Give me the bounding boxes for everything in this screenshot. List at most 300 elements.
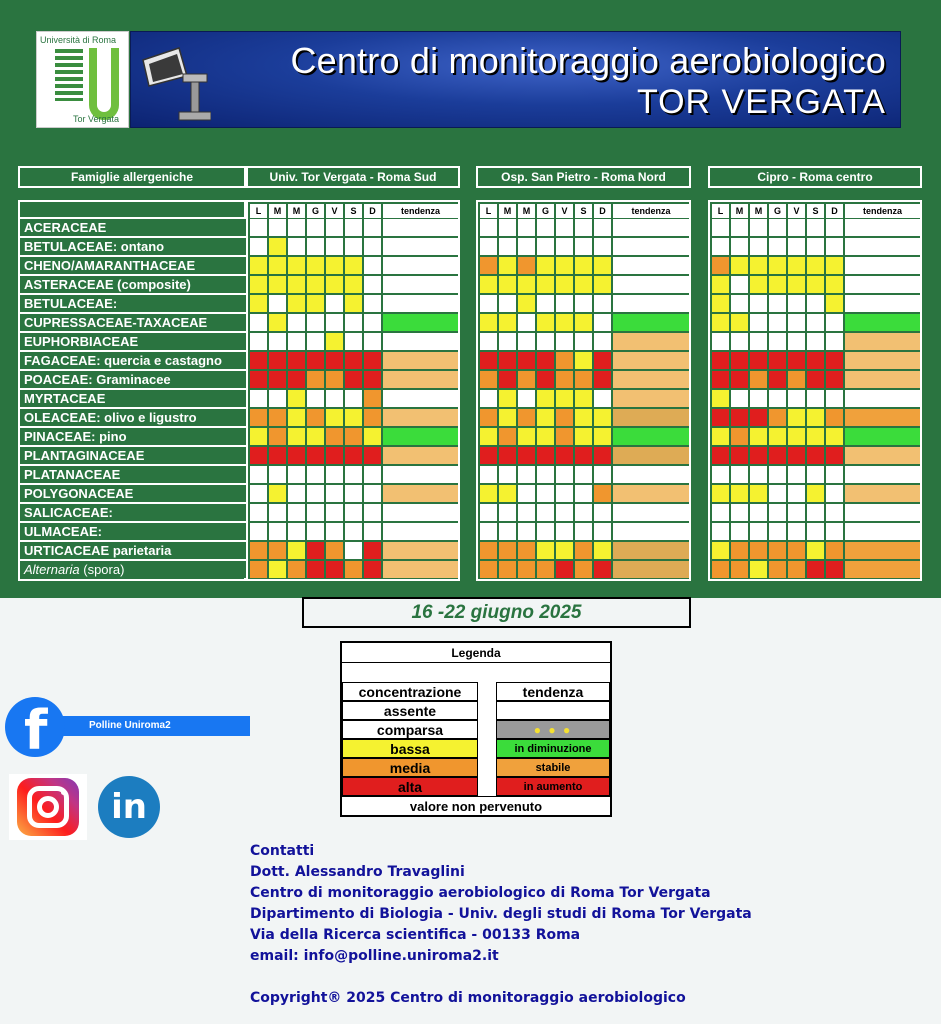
concentration-cell [826,409,843,426]
concentration-cell [326,504,343,521]
concentration-cell [594,257,611,274]
family-alternaria-rest: (spora) [79,562,125,577]
concentration-cell [269,257,286,274]
family-list [18,200,246,581]
concentration-cell [712,295,729,312]
concentration-cell [345,219,362,236]
concentration-cell [326,542,343,559]
family-row: POACEAE: Graminacee [22,371,246,388]
trend-cell [383,504,458,521]
concentration-cell [307,314,324,331]
contacts-heading: Contatti [250,843,315,859]
trend-cell [613,314,689,331]
concentration-cell [499,409,516,426]
concentration-cell [288,523,305,540]
concentration-cell [575,257,592,274]
concentration-cell [518,257,535,274]
logo-text-top: Università di Roma [40,35,117,45]
concentration-cell [288,542,305,559]
concentration-cell [250,333,267,350]
legend-in-aumento: in aumento [496,777,610,796]
concentration-cell [307,238,324,255]
concentration-cell [307,371,324,388]
concentration-cell [731,276,748,293]
concentration-cell [269,447,286,464]
trend-cell [383,295,458,312]
concentration-cell [712,409,729,426]
concentration-cell [731,238,748,255]
concentration-cell [537,333,554,350]
concentration-cell [518,314,535,331]
concentration-cell [750,542,767,559]
concentration-cell [518,428,535,445]
concentration-cell [731,314,748,331]
concentration-cell [326,447,343,464]
concentration-cell [345,409,362,426]
concentration-cell [750,409,767,426]
concentration-cell [826,295,843,312]
logo-text-bottom: Tor Vergata [73,114,120,124]
trend-cell [613,333,689,350]
family-row: BETULACEAE: [22,295,246,312]
concentration-cell [807,504,824,521]
concentration-cell [537,466,554,483]
concentration-cell [480,485,497,502]
concentration-cell [731,409,748,426]
concentration-cell [345,352,362,369]
concentration-cell [731,561,748,578]
concentration-cell [250,352,267,369]
concentration-cell [594,409,611,426]
concentration-cell [480,371,497,388]
concentration-cell [307,333,324,350]
concentration-cell [537,447,554,464]
legend-comparsa: comparsa [342,720,478,739]
concentration-cell [537,276,554,293]
trend-cell [383,257,458,274]
concentration-cell [345,295,362,312]
day-header: G [537,204,554,218]
concentration-cell [750,238,767,255]
concentration-cell [807,561,824,578]
concentration-cell [288,314,305,331]
concentration-cell [499,447,516,464]
concentration-cell [250,295,267,312]
concentration-cell [826,352,843,369]
trend-cell [845,219,920,236]
concentration-cell [556,504,573,521]
concentration-cell [499,542,516,559]
concentration-cell [712,561,729,578]
concentration-cell [364,276,381,293]
concentration-cell [712,542,729,559]
concentration-cell [345,561,362,578]
concentration-cell [480,276,497,293]
family-row: EUPHORBIACEAE [22,333,246,350]
concentration-cell [731,504,748,521]
concentration-cell [480,409,497,426]
concentration-cell [769,409,786,426]
concentration-cell [364,257,381,274]
concentration-cell [326,257,343,274]
concentration-cell [518,542,535,559]
concentration-cell [556,314,573,331]
concentration-cell [807,466,824,483]
trend-cell [613,447,689,464]
concentration-cell [499,428,516,445]
concentration-cell [594,428,611,445]
concentration-cell [712,314,729,331]
day-header: D [826,204,843,218]
concentration-cell [750,257,767,274]
legend-media: media [342,758,478,777]
concentration-cell [499,466,516,483]
family-row [22,561,246,578]
concentration-cell [826,219,843,236]
trend-cell [383,409,458,426]
trend-cell [383,428,458,445]
concentration-cell [537,542,554,559]
family-row: SALICACEAE: [22,504,246,521]
trend-cell [845,409,920,426]
concentration-cell [537,561,554,578]
concentration-cell [826,333,843,350]
concentration-cell [537,371,554,388]
concentration-cell [537,523,554,540]
concentration-cell [807,409,824,426]
concentration-cell [575,390,592,407]
contact-name: Dott. Alessandro Travaglini [250,864,465,880]
facebook-page-label[interactable]: Polline Uniroma2 [57,716,250,736]
concentration-cell [750,371,767,388]
concentration-cell [250,466,267,483]
legend-trend-none [496,701,610,720]
day-header: M [750,204,767,218]
trend-cell [845,390,920,407]
trend-cell [383,542,458,559]
concentration-cell [364,485,381,502]
title-banner [130,31,901,128]
concentration-cell [712,390,729,407]
concentration-cell [499,219,516,236]
concentration-cell [499,295,516,312]
trend-cell [613,504,689,521]
concentration-cell [269,428,286,445]
concentration-cell [826,523,843,540]
concentration-cell [499,561,516,578]
concentration-cell [480,314,497,331]
concentration-cell [518,219,535,236]
concentration-cell [807,295,824,312]
trend-cell [383,333,458,350]
family-column-header: Famiglie allergeniche [18,166,246,188]
family-row: POLYGONACEAE [22,485,246,502]
concentration-cell [575,219,592,236]
concentration-cell [307,485,324,502]
day-header: L [250,204,267,218]
concentration-cell [250,219,267,236]
concentration-cell [364,238,381,255]
concentration-cell [345,371,362,388]
concentration-cell [750,504,767,521]
instagram-icon[interactable] [17,778,79,836]
concentration-cell [788,428,805,445]
logo-stripes-icon [55,49,83,101]
concentration-cell [250,504,267,521]
day-header: S [575,204,592,218]
concentration-cell [826,542,843,559]
concentration-cell [712,352,729,369]
concentration-cell [307,504,324,521]
concentration-cell [575,314,592,331]
concentration-cell [807,238,824,255]
concentration-cell [769,504,786,521]
trend-cell [613,523,689,540]
trend-cell [845,238,920,255]
concentration-cell [731,257,748,274]
family-alternaria-italic: Alternaria [24,562,80,577]
day-header: V [326,204,343,218]
concentration-cell [499,523,516,540]
concentration-cell [788,295,805,312]
concentration-cell [364,542,381,559]
trend-cell [845,561,920,578]
concentration-cell [288,466,305,483]
trend-cell [383,314,458,331]
family-row: FAGACEAE: quercia e castagno [22,352,246,369]
legend-not-received: valore non pervenuto [342,796,610,815]
concentration-cell [364,447,381,464]
concentration-cell [769,219,786,236]
concentration-cell [594,523,611,540]
family-row: ULMACEAE: [22,523,246,540]
concentration-cell [826,238,843,255]
day-header: D [594,204,611,218]
concentration-cell [826,257,843,274]
concentration-cell [826,504,843,521]
trend-cell [383,447,458,464]
concentration-cell [788,485,805,502]
concentration-cell [788,257,805,274]
trend-cell [613,238,689,255]
concentration-cell [556,257,573,274]
trend-cell [845,523,920,540]
contact-department: Dipartimento di Biologia - Univ. degli studi di Roma Tor Vergata [250,906,752,922]
concentration-cell [594,466,611,483]
concentration-cell [288,371,305,388]
concentration-cell [826,561,843,578]
concentration-cell [807,314,824,331]
station-grid-centro [708,200,922,581]
concentration-cell [594,219,611,236]
concentration-cell [712,485,729,502]
banner-title: Centro di monitoraggio aerobiologico [290,40,886,81]
concentration-cell [326,276,343,293]
legend-trend-header: tendenza [496,682,610,701]
trend-cell [383,219,458,236]
concentration-cell [250,542,267,559]
trend-cell [613,390,689,407]
concentration-cell [826,428,843,445]
concentration-cell [750,219,767,236]
concentration-cell [807,352,824,369]
university-logo [36,31,129,128]
day-header: L [480,204,497,218]
concentration-cell [364,409,381,426]
trend-cell [845,504,920,521]
concentration-cell [537,428,554,445]
concentration-cell [307,295,324,312]
concentration-cell [480,219,497,236]
concentration-cell [594,238,611,255]
concentration-cell [326,523,343,540]
concentration-cell [537,352,554,369]
concentration-cell [518,276,535,293]
concentration-cell [269,485,286,502]
concentration-cell [788,504,805,521]
banner-subtitle: TOR VERGATA [636,83,886,121]
concentration-cell [364,428,381,445]
linkedin-icon[interactable]: in [98,776,160,838]
period-label: 16 -22 giugno 2025 [302,597,691,628]
concentration-cell [537,238,554,255]
concentration-cell [499,333,516,350]
concentration-cell [807,371,824,388]
concentration-cell [731,390,748,407]
contacts-block [250,841,752,1009]
concentration-cell [731,333,748,350]
concentration-cell [731,447,748,464]
instagram-link[interactable] [9,774,87,840]
concentration-cell [731,219,748,236]
concentration-cell [575,561,592,578]
concentration-cell [307,447,324,464]
concentration-cell [499,504,516,521]
concentration-cell [518,371,535,388]
day-header: M [499,204,516,218]
concentration-cell [364,333,381,350]
concentration-cell [712,371,729,388]
concentration-cell [807,276,824,293]
station-grid-sud [246,200,460,581]
family-row: PLANTAGINACEAE [22,447,246,464]
logo-u-icon [89,48,119,120]
concentration-cell [345,276,362,293]
concentration-cell [326,466,343,483]
concentration-cell [499,314,516,331]
concentration-cell [712,238,729,255]
trend-cell [383,371,458,388]
facebook-icon[interactable] [5,697,65,762]
concentration-cell [769,276,786,293]
concentration-cell [480,390,497,407]
concentration-cell [288,390,305,407]
concentration-cell [364,219,381,236]
trend-cell [613,276,689,293]
concentration-cell [769,314,786,331]
concentration-cell [518,409,535,426]
concentration-cell [326,314,343,331]
family-row: ACERACEAE [22,219,246,236]
concentration-cell [269,466,286,483]
concentration-cell [364,295,381,312]
trend-cell [845,276,920,293]
trend-cell [383,238,458,255]
concentration-cell [575,352,592,369]
concentration-cell [826,371,843,388]
concentration-cell [326,333,343,350]
concentration-cell [480,352,497,369]
concentration-cell [307,466,324,483]
concentration-cell [499,371,516,388]
contact-email[interactable]: email: info@polline.uniroma2.it [250,948,499,964]
concentration-cell [575,276,592,293]
concentration-cell [769,466,786,483]
facebook-glyph: f [24,699,48,762]
day-header: G [769,204,786,218]
concentration-cell [575,295,592,312]
concentration-cell [364,523,381,540]
day-header: S [807,204,824,218]
concentration-cell [556,523,573,540]
concentration-cell [345,447,362,464]
family-row: CHENO/AMARANTHACEAE [22,257,246,274]
concentration-cell [556,390,573,407]
concentration-cell [537,295,554,312]
concentration-cell [537,409,554,426]
concentration-cell [575,485,592,502]
trend-header: tendenza [383,204,458,218]
concentration-cell [250,485,267,502]
concentration-cell [288,504,305,521]
concentration-cell [307,561,324,578]
concentration-cell [518,504,535,521]
concentration-cell [556,542,573,559]
concentration-cell [518,238,535,255]
trend-cell [613,257,689,274]
concentration-cell [731,523,748,540]
concentration-cell [269,219,286,236]
concentration-cell [480,333,497,350]
concentration-cell [556,276,573,293]
trend-cell [613,409,689,426]
concentration-cell [556,295,573,312]
concentration-cell [750,485,767,502]
concentration-cell [712,257,729,274]
concentration-cell [480,257,497,274]
concentration-cell [288,238,305,255]
concentration-cell [518,466,535,483]
concentration-cell [345,466,362,483]
concentration-cell [307,352,324,369]
concentration-cell [345,523,362,540]
concentration-cell [518,523,535,540]
concentration-cell [556,352,573,369]
concentration-cell [269,542,286,559]
concentration-cell [537,219,554,236]
concentration-cell [269,314,286,331]
concentration-cell [807,542,824,559]
day-header: V [788,204,805,218]
trend-cell [845,542,920,559]
trend-cell [845,485,920,502]
concentration-cell [826,276,843,293]
trend-cell [613,561,689,578]
concentration-cell [480,542,497,559]
legend-title: Legenda [342,643,610,663]
trend-cell [383,276,458,293]
concentration-cell [326,371,343,388]
